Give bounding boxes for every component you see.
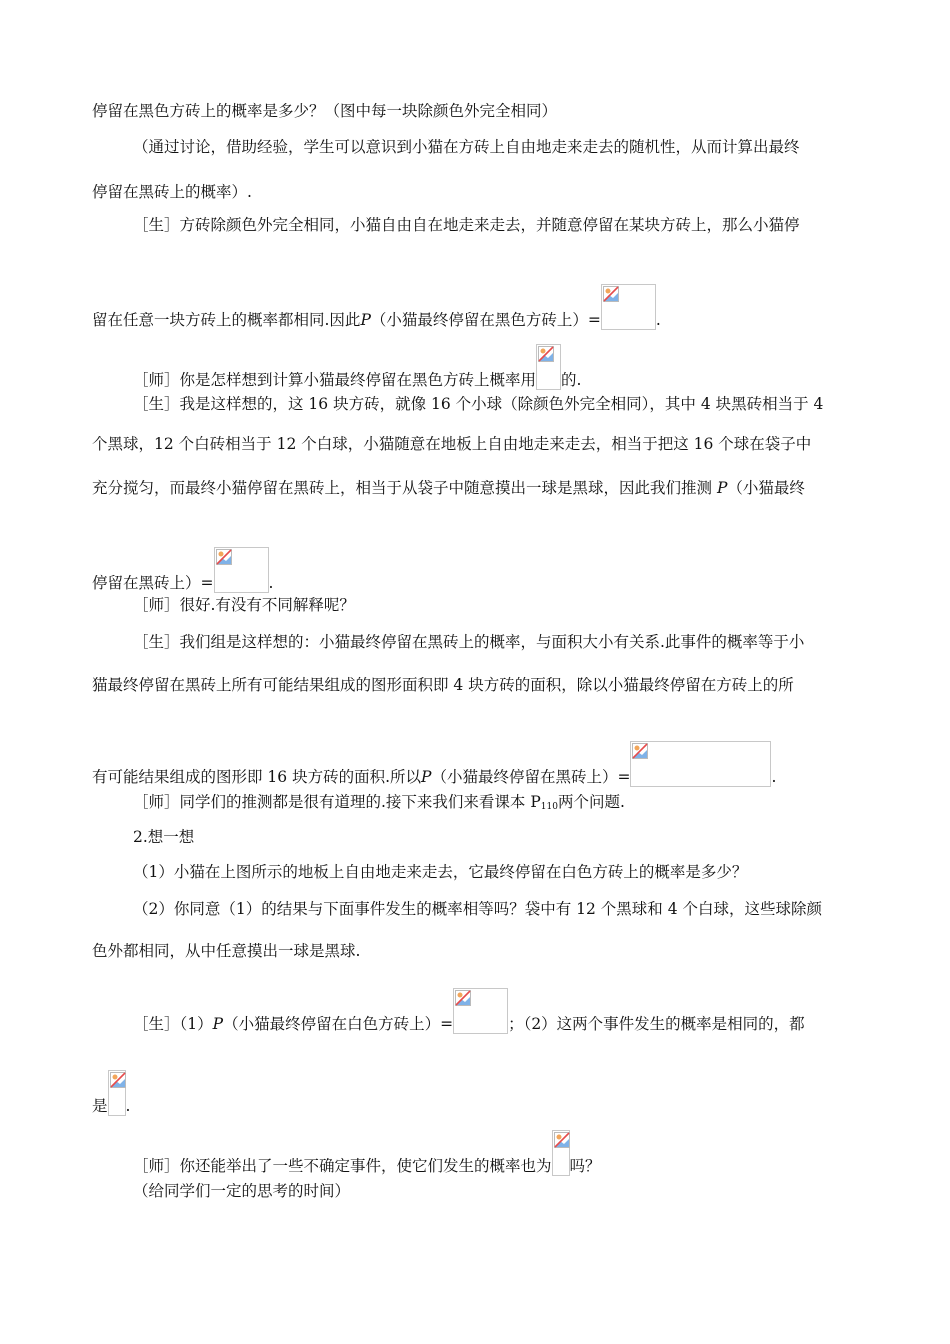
text-line: [92, 741, 776, 787]
text-span: ［师］你还能举出了一些不确定事件，使它们发生的概率也为: [133, 1157, 552, 1175]
probability-symbol: P: [212, 1015, 224, 1033]
text-line: ［师］很好.有没有不同解释呢？: [133, 596, 355, 614]
text-line: [92, 478, 805, 498]
text-line: 个黑球，12 个白砖相当于 12 个白球，小猫随意在地板上自由地走来走去，相当于把这 16 个球在袋子中: [92, 435, 812, 453]
text-span: 停留在黑砖上）=: [92, 574, 214, 592]
page-subscript: 110: [540, 802, 558, 812]
text-span: （小猫最终停留在黑砖上）=: [431, 768, 631, 786]
text-span: （小猫最终停留在黑色方砖上）=: [370, 311, 601, 329]
text-span: 留在任意一块方砖上的概率都相同.因此: [92, 311, 361, 329]
text-line: [133, 988, 805, 1034]
broken-image-icon: [216, 549, 232, 565]
probability-symbol: P: [360, 311, 371, 329]
text-line: [133, 1130, 601, 1176]
broken-image-icon: [538, 346, 554, 362]
text-span: （小猫最终: [727, 479, 805, 497]
text-line: [92, 1070, 130, 1116]
text-line: 猫最终停留在黑砖上所有可能结果组成的图形面积即 4 块方砖的面积，除以小猫最终停留在方砖上的所: [92, 676, 794, 694]
text-span: ［生］（1）: [133, 1015, 213, 1033]
text-span: .: [771, 768, 777, 786]
text-span: 的.: [561, 371, 582, 389]
text-span: .: [655, 311, 661, 329]
text-line: 停留在黑砖上的概率）.: [92, 183, 252, 201]
broken-image-placeholder: [552, 1130, 570, 1176]
text-line: （通过讨论，借助经验，学生可以意识到小猫在方砖上自由地走来走去的随机性，从而计算出最终: [133, 138, 800, 156]
broken-image-icon: [603, 286, 619, 302]
text-line: [133, 344, 581, 390]
broken-image-placeholder: [536, 344, 561, 390]
broken-image-placeholder: [453, 988, 508, 1034]
text-span: 充分搅匀，而最终小猫停留在黑砖上，相当于从袋子中随意摸出一球是黑球，因此我们推测: [92, 479, 717, 497]
broken-image-placeholder: [214, 547, 269, 593]
broken-image-icon: [554, 1132, 570, 1148]
broken-image-icon: [455, 990, 471, 1006]
text-span: .: [125, 1097, 131, 1115]
text-line: 2.想一想: [133, 828, 195, 846]
probability-symbol: P: [421, 768, 432, 786]
text-span: ；（2）这两个事件发生的概率是相同的，都: [508, 1015, 805, 1033]
text-line: ［生］方砖除颜色外完全相同，小猫自由自在地走来走去，并随意停留在某块方砖上，那么小猫停: [133, 216, 800, 234]
probability-symbol: P: [716, 479, 728, 497]
text-line: （2）你同意（1）的结果与下面事件发生的概率相等吗？袋中有 12 个黑球和 4 个白球，这些球除颜: [133, 900, 823, 918]
text-span: （小猫最终停留在白色方砖上）=: [223, 1015, 454, 1033]
text-line: [92, 547, 273, 593]
broken-image-icon: [632, 743, 648, 759]
text-line: 停留在黑色方砖上的概率是多少？（图中每一块除颜色外完全相同）: [92, 102, 558, 120]
text-span: .: [268, 574, 274, 592]
text-span: 两个问题.: [557, 793, 625, 811]
text-line: [133, 792, 625, 817]
text-line: （给同学们一定的思考的时间）: [133, 1182, 351, 1200]
text-line: 色外都相同，从中任意摸出一球是黑球.: [92, 942, 361, 960]
text-line: （1）小猫在上图所示的地板上自由地走来走去，它最终停留在白色方砖上的概率是多少？: [133, 863, 748, 881]
text-span: 是: [92, 1097, 108, 1115]
text-line: ［生］我们组是这样想的：小猫最终停留在黑砖上的概率，与面积大小有关系.此事件的概率等于小: [133, 633, 805, 651]
text-span: 吗？: [569, 1157, 601, 1175]
text-span: ［师］同学们的推测都是很有道理的.接下来我们来看课本 P: [133, 793, 541, 811]
broken-image-placeholder: [108, 1070, 126, 1116]
broken-image-placeholder: [630, 741, 771, 787]
text-span: ［师］你是怎样想到计算小猫最终停留在黑色方砖上概率用: [133, 371, 537, 389]
text-line: ［生］我是这样想的，这 16 块方砖，就像 16 个小球（除颜色外完全相同），其中 4 块黑砖相当于 4: [133, 395, 824, 413]
text-span: 有可能结果组成的图形即 16 块方砖的面积.所以: [92, 768, 422, 786]
text-line: [92, 284, 661, 330]
broken-image-placeholder: [601, 284, 656, 330]
broken-image-icon: [110, 1072, 126, 1088]
